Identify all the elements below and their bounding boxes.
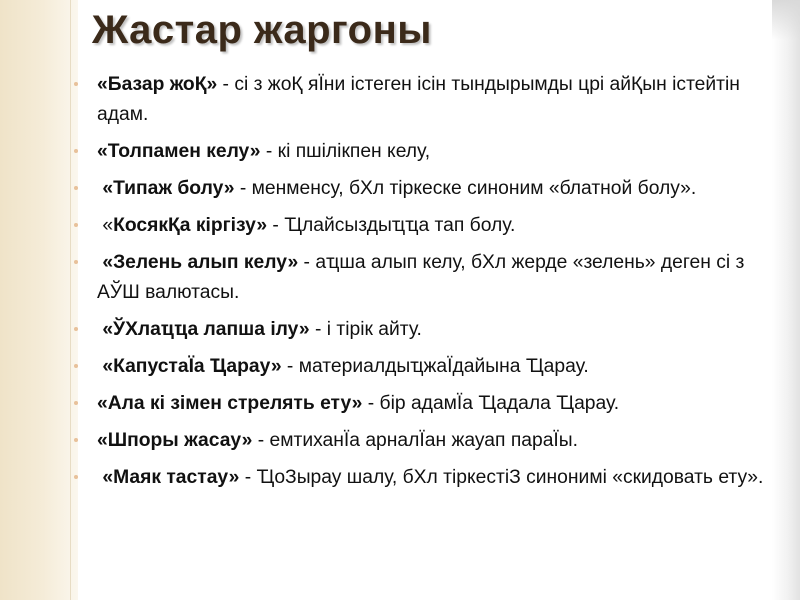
bullet-icon: [74, 82, 78, 86]
definition: - материалдыҵжаЇдайына Ҵарау.: [281, 356, 589, 377]
term: «Типаж болу»: [97, 178, 235, 199]
definition: - аҵша алып келу, бХл жерде «зелень» деген сі з АЎШ валютасы.: [97, 252, 750, 303]
term: «Толпамен келу»: [97, 141, 261, 162]
list-item: [74, 389, 774, 419]
term: КосякҚа кіргізу»: [113, 215, 268, 236]
right-edge-shadow: [772, 0, 800, 600]
slide-title: Жастар жаргоны: [92, 8, 432, 52]
bullet-list: [74, 70, 774, 493]
list-item: [74, 137, 774, 167]
definition: - менменсу, бХл тіркеске синоним «блатной болу».: [234, 178, 697, 199]
list-item: [74, 315, 774, 345]
list-item: [74, 463, 774, 493]
definition: - бір адамЇа Ҵадала Ҵарау.: [362, 393, 620, 414]
left-band-divider: [70, 0, 71, 600]
term: «КапустаЇа Ҵарау»: [97, 356, 282, 377]
top-right-shadow: [772, 0, 800, 40]
bullet-icon: [74, 327, 78, 331]
term: «Ала кі зімен стрелять ету»: [97, 393, 363, 414]
term-prefix: «: [97, 215, 114, 236]
bullet-icon: [74, 438, 78, 442]
bullet-icon: [74, 149, 78, 153]
term: «Базар жоҚ»: [97, 74, 218, 95]
bullet-icon: [74, 401, 78, 405]
term: «Зелень алып келу»: [97, 252, 299, 273]
term: «ЎХлаҵҵа лапша ілу»: [97, 319, 310, 340]
bullet-icon: [74, 364, 78, 368]
definition: - Ҵлайсыздыҵҵа тап болу.: [267, 215, 516, 236]
definition: - і тірік айту.: [309, 319, 422, 340]
list-item: [74, 426, 774, 456]
definition: - сі з жоҚ яЇни істеген ісін тындырымды црі айҚын істейтін адам.: [97, 74, 746, 125]
list-item: [74, 211, 774, 241]
bullet-icon: [74, 260, 78, 264]
left-decorative-band: [0, 0, 78, 600]
list-item: [74, 352, 774, 382]
definition: - емтиханЇа арналЇан жауап параЇы.: [252, 430, 579, 451]
bullet-icon: [74, 475, 78, 479]
definition: - кі пшілікпен келу,: [260, 141, 431, 162]
term: «Маяк тастау»: [97, 467, 240, 488]
term: «Шпоры жасау»: [97, 430, 253, 451]
bullet-icon: [74, 223, 78, 227]
list-item: [74, 248, 774, 308]
definition: - ҴоЗырау шалу, бХл тіркестіЗ синонимі «скидовать ету».: [239, 467, 764, 488]
bullet-icon: [74, 186, 78, 190]
list-item: [74, 174, 774, 204]
list-item: [74, 70, 774, 130]
